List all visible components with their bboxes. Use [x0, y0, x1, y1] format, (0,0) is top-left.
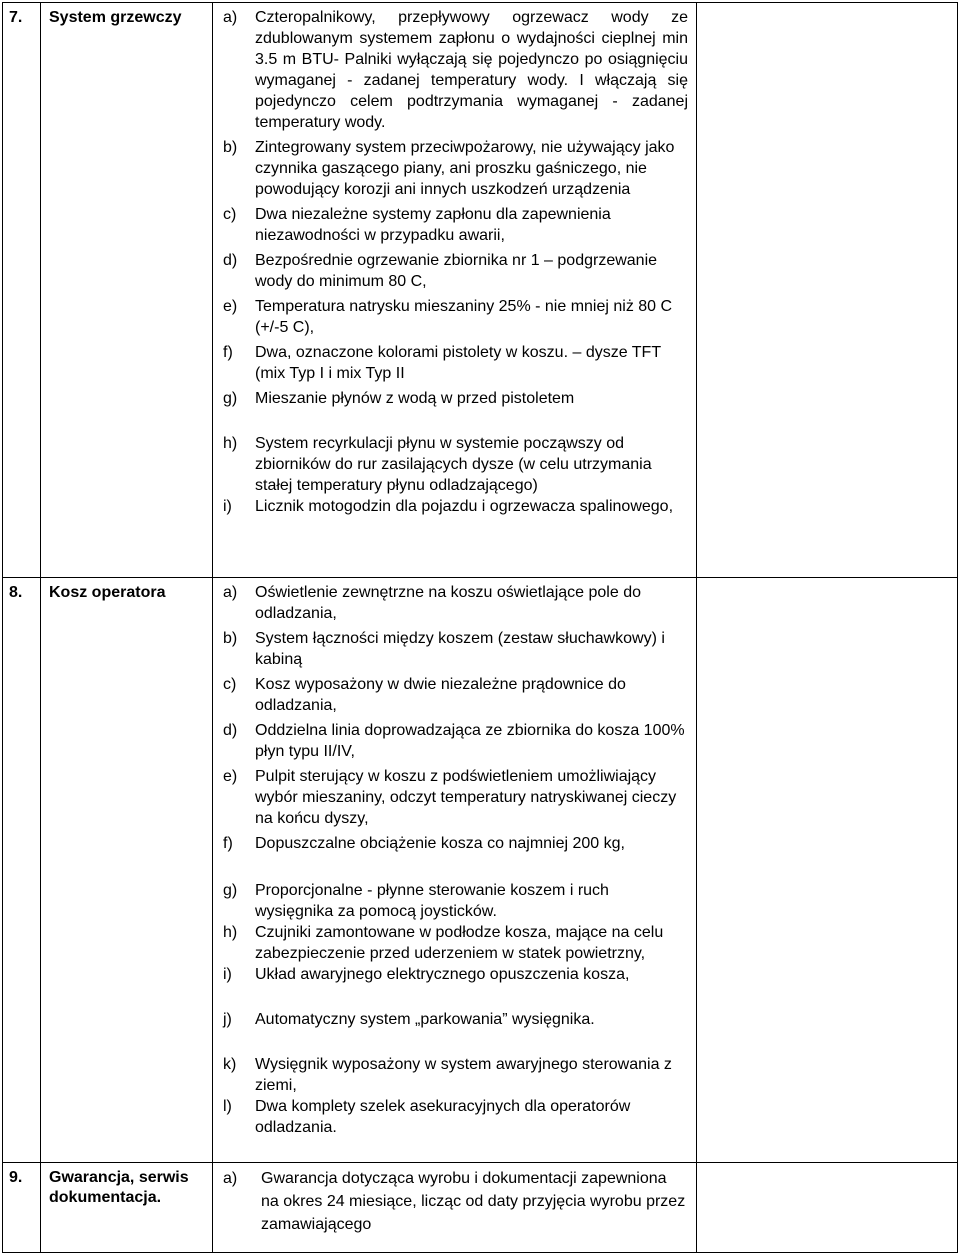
offer-cell — [697, 578, 958, 1163]
row-title: System grzewczy — [41, 3, 213, 578]
requirements-cell — [213, 1163, 697, 1253]
list-item: l) Dwa komplety szelek asekuracyjnych dla operatorów odladzania. — [223, 1098, 631, 1136]
row-title: Gwarancja, serwis dokumentacja. — [41, 1163, 213, 1253]
list-item: b) Zintegrowany system przeciwpożarowy, nie używający jako czynnika gaszącego piany, ani proszku gaśniczego, nie powodujący korozji ani innych uszkodzeń urządzenia — [223, 139, 675, 198]
list-item: a) Gwarancja dotycząca wyrobu i dokumentacji zapewniona na okres 24 miesiące, licząc od daty przyjęcia wyrobu przez zamawiającego — [223, 1170, 686, 1233]
list-item: e) Pulpit sterujący w koszu z podświetleniem umożliwiający wybór mieszaniny, odczyt temperatury natryskiwanej cieczy na końcu dyszy, — [223, 768, 677, 827]
list-item: c) Dwa niezależne systemy zapłonu dla zapewnienia niezawodności w przypadku awarii, — [223, 206, 611, 244]
list-item: e) Temperatura natrysku mieszaniny 25% - nie mniej niż 80 C (+/-5 C), — [223, 298, 673, 336]
specification-table — [2, 2, 958, 1253]
table-row — [3, 3, 958, 578]
list-item: i) Licznik motogodzin dla pojazdu i ogrzewacza spalinowego, — [223, 498, 674, 515]
list-item: g) Proporcjonalne - płynne sterowanie koszem i ruch wysięgnika za pomocą joysticków. — [223, 882, 609, 920]
list-item: a) Czteropalnikowy, przepływowy ogrzewacz wody ze zdublowanym systemem zapłonu o wydajności cieplnej min 3.5 m BTU- Palniki wyłączają się pojedynczo po osiągnięciu wymaganej - zadanej temperatury wody. I włączają się pojedynczo celem podtrzymania wymaganej - zadanej temperatury wody. — [223, 9, 688, 131]
list-item: c) Kosz wyposażony w dwie niezależne prądownice do odladzania, — [223, 676, 626, 714]
list-item: h) System recyrkulacji płynu w systemie począwszy od zbiorników do rur zasilających dysze (w celu utrzymania stałej temperatury płynu odladzającego) — [223, 435, 652, 494]
list-item: d) Bezpośrednie ogrzewanie zbiornika nr 1 – podgrzewanie wody do minimum 80 C, — [223, 252, 658, 290]
offer-cell — [697, 1163, 958, 1253]
list-item: d) Oddzielna linia doprowadzająca ze zbiornika do kosza 100% płyn typu II/IV, — [223, 722, 685, 760]
row-number: 8. — [3, 578, 41, 1163]
list-item: a) Oświetlenie zewnętrzne na koszu oświetlające pole do odladzania, — [223, 584, 641, 622]
requirements-cell — [213, 3, 697, 578]
table-row — [3, 1163, 958, 1253]
list-item: k) Wysięgnik wyposażony w system awaryjnego sterowania z ziemi, — [223, 1056, 672, 1094]
list-item: f) Dwa, oznaczone kolorami pistolety w koszu. – dysze TFT (mix Typ I i mix Typ II — [223, 344, 661, 382]
row-number: 9. — [3, 1163, 41, 1253]
list-item: i) Układ awaryjnego elektrycznego opuszczenia kosza, — [223, 966, 630, 983]
list-item: h) Czujniki zamontowane w podłodze kosza, mające na celu zabezpieczenie przed uderzeniem w statek powietrzny, — [223, 924, 664, 962]
list-item: g) Mieszanie płynów z wodą w przed pistoletem — [223, 390, 575, 407]
row-number: 7. — [3, 3, 41, 578]
list-item: b) System łączności między koszem (zestaw słuchawkowy) i kabiną — [223, 630, 665, 668]
requirements-cell — [213, 578, 697, 1163]
row-title: Kosz operatora — [41, 578, 213, 1163]
table-row — [3, 578, 958, 1163]
list-item: j) Automatyczny system „parkowania” wysięgnika. — [223, 1011, 595, 1028]
list-item: f) Dopuszczalne obciążenie kosza co najmniej 200 kg, — [223, 835, 625, 852]
offer-cell — [697, 3, 958, 578]
